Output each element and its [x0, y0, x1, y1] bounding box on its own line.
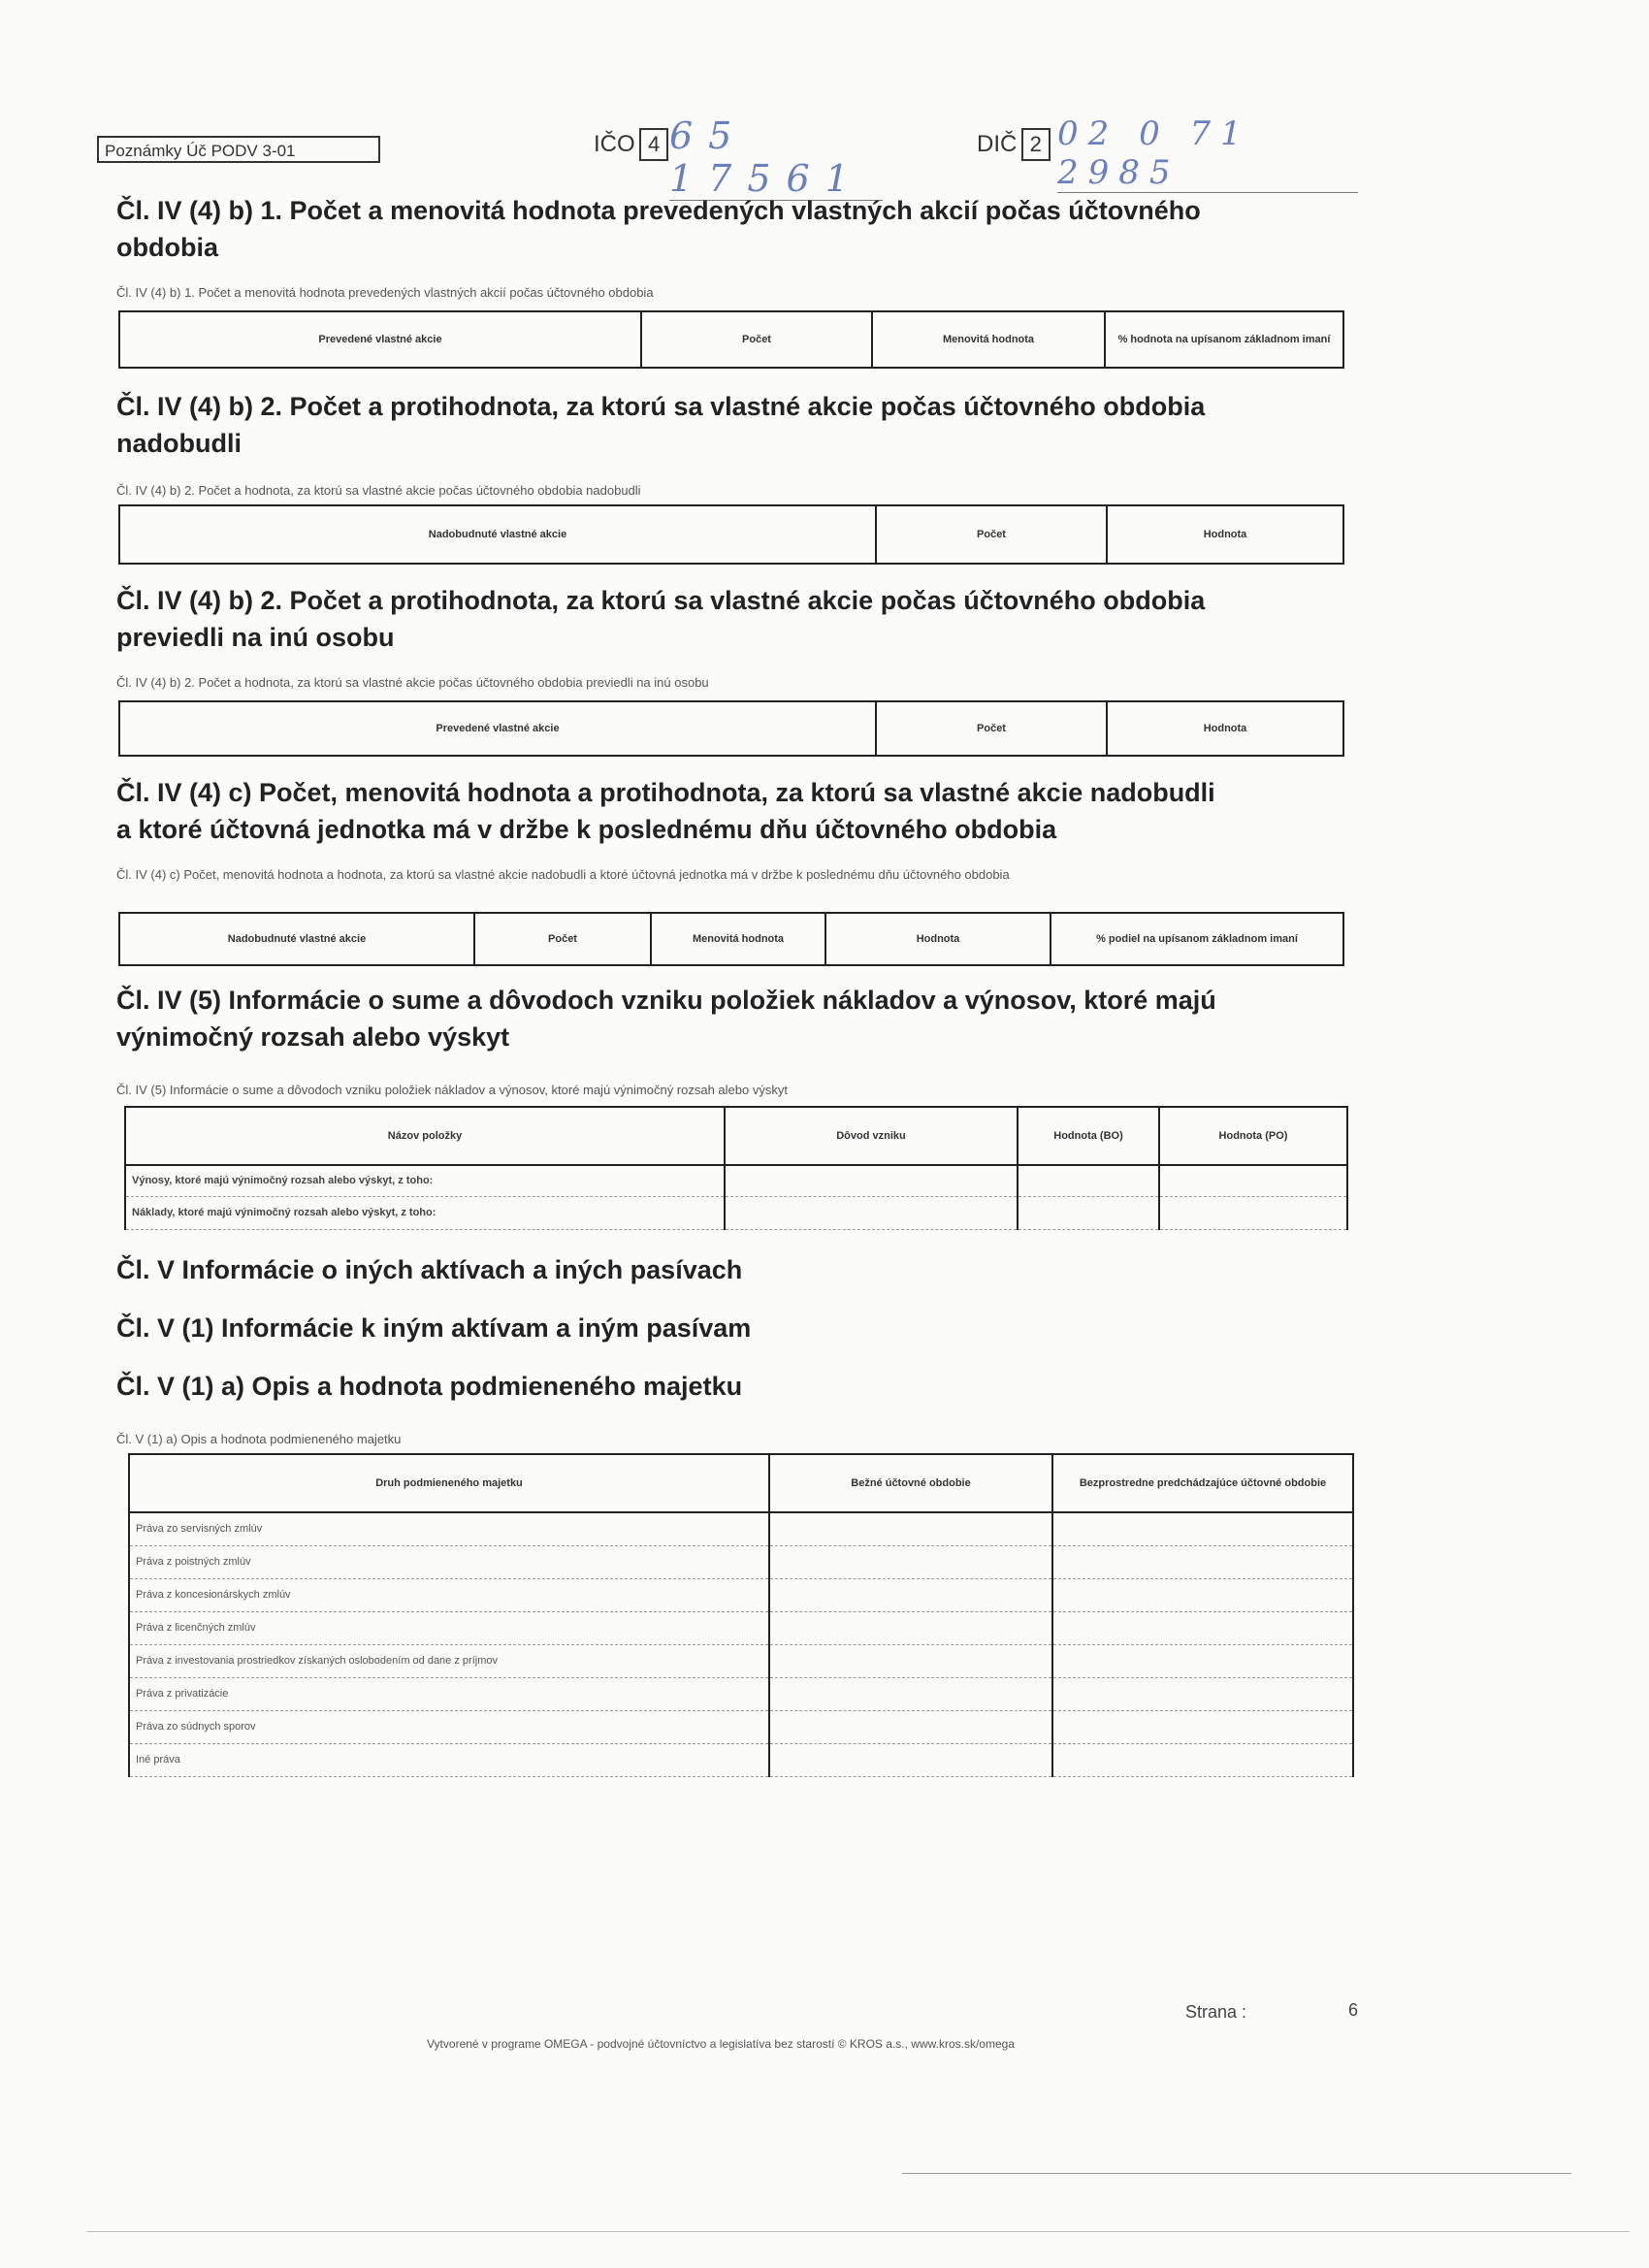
table-cell — [1159, 1165, 1347, 1196]
section-2-table — [118, 504, 1344, 565]
table-row-label: Práva z koncesionárskych zmlúv — [129, 1578, 769, 1611]
section-3-heading: Čl. IV (4) b) 2. Počet a protihodnota, za ktorú sa vlastné akcie počas účtovného obdobia previedli na inú osobu — [116, 586, 1206, 652]
section-v1a-table — [128, 1453, 1354, 1777]
column-header: % podiel na upísanom základnom imaní — [1051, 913, 1343, 965]
table-cell — [769, 1512, 1052, 1545]
section-1-heading: Čl. IV (4) b) 1. Počet a menovitá hodnota prevedených vlastných akcií počas účtovného obdobia — [116, 196, 1201, 262]
column-header: Menovitá hodnota — [872, 311, 1105, 368]
section-1-table — [118, 310, 1344, 369]
footer-note: Vytvorené v programe OMEGA - podvojné účtovníctvo a legislatíva bez starostí © KROS a.s., www.kros.sk/omega — [427, 2037, 1015, 2051]
table-cell — [769, 1710, 1052, 1743]
table-row-label: Výnosy, ktoré majú výnimočný rozsah alebo výskyt, z toho: — [125, 1165, 725, 1196]
table-cell — [769, 1644, 1052, 1677]
column-header: Názov položky — [125, 1107, 725, 1165]
table-row-label: Práva z licenčných zmlúv — [129, 1611, 769, 1644]
page-label: Strana : — [1185, 2002, 1247, 2022]
section-5-heading: Čl. IV (5) Informácie o sume a dôvodoch vzniku položiek nákladov a výnosov, ktoré majú výnimočný rozsah alebo výskyt — [116, 986, 1216, 1052]
table-row-label: Iné práva — [129, 1743, 769, 1776]
table-cell — [769, 1677, 1052, 1710]
section-5-table — [124, 1106, 1348, 1230]
form-code-label: Poznámky Úč PODV 3-01 — [105, 142, 296, 160]
table-cell — [1159, 1196, 1347, 1229]
table-cell — [725, 1165, 1018, 1196]
column-header: Nadobudnuté vlastné akcie — [119, 913, 474, 965]
page-number: 6 — [1348, 2000, 1359, 2020]
section-3-table — [118, 700, 1344, 757]
dic-label: DIČ — [977, 131, 1018, 157]
table-cell — [1052, 1512, 1353, 1545]
column-header: Menovitá hodnota — [651, 913, 825, 965]
column-header: Hodnota (PO) — [1159, 1107, 1347, 1165]
section-2-heading: Čl. IV (4) b) 2. Počet a protihodnota, za ktorú sa vlastné akcie počas účtovného obdobia nadobudli — [116, 392, 1206, 458]
table-cell — [769, 1578, 1052, 1611]
section-3-caption: Čl. IV (4) b) 2. Počet a hodnota, za ktorú sa vlastné akcie počas účtovného obdobia previedli na inú osobu — [116, 675, 709, 690]
table-cell — [1052, 1545, 1353, 1578]
column-header: Počet — [641, 311, 872, 368]
column-header: Druh podmieneného majetku — [129, 1454, 769, 1512]
column-header: Počet — [474, 913, 651, 965]
column-header: Dôvod vzniku — [725, 1107, 1018, 1165]
ico-field — [594, 128, 668, 161]
table-row-label: Náklady, ktoré majú výnimočný rozsah alebo výskyt, z toho: — [125, 1196, 725, 1229]
table-cell — [1052, 1677, 1353, 1710]
form-code-box — [97, 136, 380, 163]
column-header: Prevedené vlastné akcie — [119, 311, 641, 368]
column-header: Hodnota — [825, 913, 1051, 965]
table-row-label: Práva zo servisných zmlúv — [129, 1512, 769, 1545]
table-row-label: Práva z poistných zmlúv — [129, 1545, 769, 1578]
scan-line — [87, 2231, 1630, 2232]
section-v1-heading: Čl. V (1) Informácie k iným aktívam a iným pasívam — [116, 1313, 752, 1343]
table-cell — [1052, 1611, 1353, 1644]
table-cell — [769, 1743, 1052, 1776]
section-4-caption: Čl. IV (4) c) Počet, menovitá hodnota a hodnota, za ktorú sa vlastné akcie nadobudli a ktoré účtovná jednotka má v držbe k poslednému dňu účtovného obdobia — [116, 867, 1010, 882]
section-4-heading: Čl. IV (4) c) Počet, menovitá hodnota a protihodnota, za ktorú sa vlastné akcie nadobudli a ktoré účtovná jednotka má v držbe k poslednému dňu účtovného obdobia — [116, 778, 1215, 844]
column-header: Hodnota (BO) — [1018, 1107, 1159, 1165]
table-cell — [1018, 1165, 1159, 1196]
column-header: % hodnota na upísanom základnom imaní — [1105, 311, 1343, 368]
dic-field — [977, 128, 1051, 161]
dic-first-digit: 2 — [1021, 128, 1051, 161]
ico-handwritten-value: 65 17561 — [669, 114, 883, 201]
table-row-label: Práva zo súdnych sporov — [129, 1710, 769, 1743]
column-header: Prevedené vlastné akcie — [119, 701, 876, 756]
column-header: Nadobudnuté vlastné akcie — [119, 505, 876, 564]
table-cell — [1018, 1196, 1159, 1229]
ico-first-digit: 4 — [639, 128, 668, 161]
table-row-label: Práva z privatizácie — [129, 1677, 769, 1710]
section-v-heading: Čl. V Informácie o iných aktívach a iných pasívach — [116, 1255, 743, 1284]
column-header: Hodnota — [1107, 505, 1343, 564]
section-1-caption: Čl. IV (4) b) 1. Počet a menovitá hodnota prevedených vlastných akcií počas účtovného obdobia — [116, 285, 654, 300]
section-v1a-heading: Čl. V (1) a) Opis a hodnota podmieneného majetku — [116, 1372, 743, 1401]
column-header: Počet — [876, 701, 1107, 756]
section-2-caption: Čl. IV (4) b) 2. Počet a hodnota, za ktorú sa vlastné akcie počas účtovného obdobia nadobudli — [116, 483, 641, 498]
table-cell — [769, 1545, 1052, 1578]
table-cell — [1052, 1743, 1353, 1776]
table-cell — [1052, 1578, 1353, 1611]
table-row-label: Práva z investovania prostriedkov získaných oslobodením od dane z príjmov — [129, 1644, 769, 1677]
section-4-table — [118, 912, 1344, 966]
column-header: Bežné účtovné obdobie — [769, 1454, 1052, 1512]
table-cell — [725, 1196, 1018, 1229]
table-cell — [769, 1611, 1052, 1644]
column-header: Hodnota — [1107, 701, 1343, 756]
ico-label: IČO — [594, 131, 635, 157]
scan-line — [902, 2173, 1571, 2174]
column-header: Počet — [876, 505, 1107, 564]
column-header: Bezprostredne predchádzajúce účtovné obdobie — [1052, 1454, 1353, 1512]
dic-handwritten-value: 02 0 71 2985 — [1057, 114, 1358, 193]
table-cell — [1052, 1644, 1353, 1677]
table-cell — [1052, 1710, 1353, 1743]
section-v1a-caption: Čl. V (1) a) Opis a hodnota podmieneného majetku — [116, 1432, 402, 1446]
section-5-caption: Čl. IV (5) Informácie o sume a dôvodoch vzniku položiek nákladov a výnosov, ktoré majú výnimočný rozsah alebo výskyt — [116, 1083, 788, 1097]
